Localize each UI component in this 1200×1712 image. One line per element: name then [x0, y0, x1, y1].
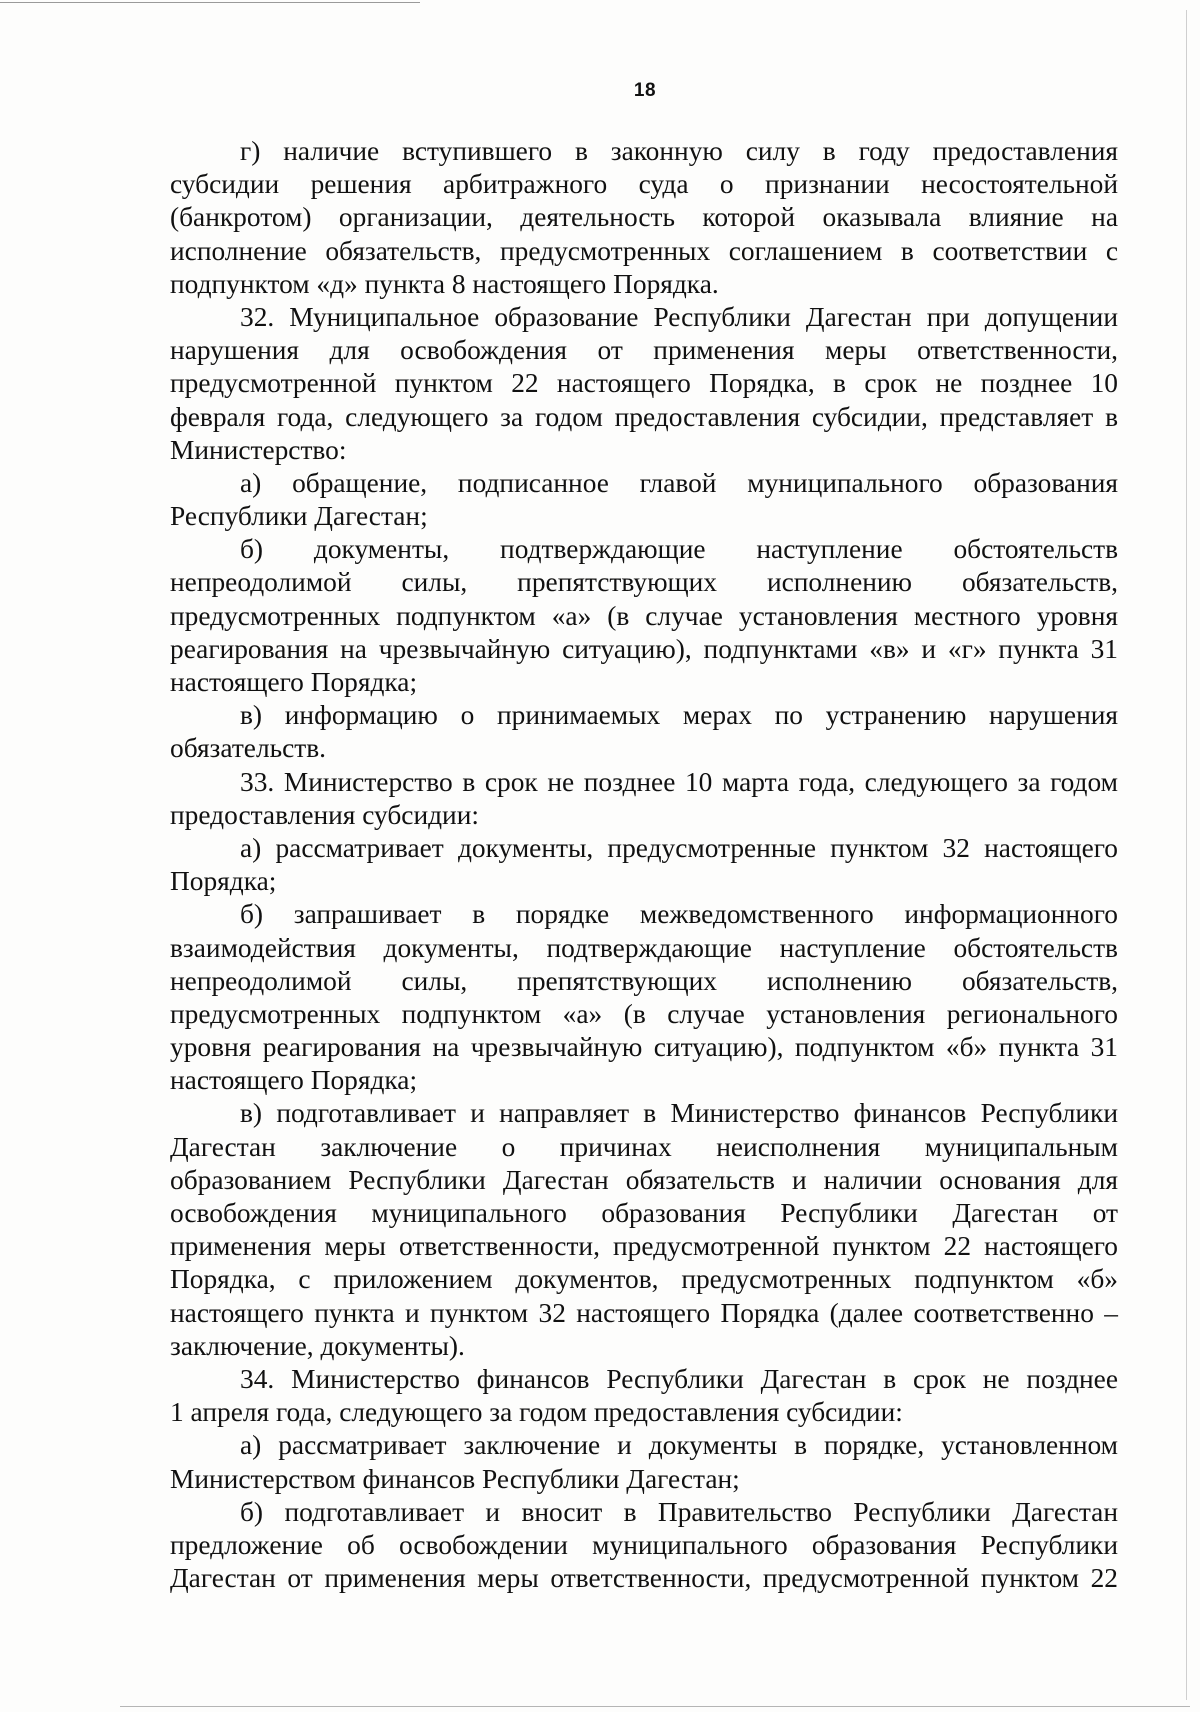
text-line: Министерством финансов Республики Дагестан;: [170, 1463, 740, 1494]
text-line: реагирования на чрезвычайную ситуацию), подпунктами «в» и «г» пункта 31: [170, 633, 1118, 664]
text-line: г) наличие вступившего в законную силу в году предоставления: [240, 136, 1118, 166]
document-body: [170, 135, 1118, 1595]
text-line: 32. Муниципальное образование Республики Дагестан при допущении: [240, 301, 1118, 332]
text-line: непреодолимой силы, препятствующих исполнению обязательств,: [170, 567, 1118, 598]
text-line: Министерство:: [170, 434, 347, 465]
text-line: б) запрашивает в порядке межведомственного информационного: [240, 899, 1118, 930]
text-line: заключение, документы).: [170, 1330, 465, 1361]
text-line: (банкротом) организации, деятельность которой оказывала влияние на: [170, 202, 1118, 233]
text-line: а) рассматривает заключение и документы в порядке, установленном: [240, 1430, 1118, 1461]
text-line: предложение об освобождении муниципального образования Республики: [170, 1529, 1118, 1560]
text-line: субсидии решения арбитражного суда о признании несостоятельной: [170, 169, 1118, 200]
text-line: предусмотренных подпунктом «а» (в случае установления местного уровня: [170, 600, 1118, 631]
scan-top-edge: [0, 2, 420, 3]
text-line: нарушения для освобождения от применения меры ответственности,: [170, 335, 1118, 366]
text-line: уровня реагирования на чрезвычайную ситуацию), подпунктом «б» пункта 31: [170, 1032, 1118, 1063]
text-line: Дагестан от применения меры ответственности, предусмотренной пунктом 22: [170, 1563, 1118, 1594]
text-line: 34. Министерство финансов Республики Дагестан в срок не позднее: [240, 1363, 1118, 1394]
text-line: б) документы, подтверждающие наступление обстоятельств: [240, 534, 1118, 565]
text-line: освобождения муниципального образования Республики Дагестан от: [170, 1198, 1118, 1228]
text-line: обязательств.: [170, 733, 327, 764]
text-line: февраля года, следующего за годом предоставления субсидии, представляет в: [170, 401, 1118, 432]
text-line: а) обращение, подписанное главой муниципального образования: [240, 467, 1118, 498]
text-line: Порядка;: [170, 866, 277, 897]
text-line: настоящего Порядка;: [170, 1065, 418, 1096]
scan-right-edge: [1186, 10, 1187, 1700]
text-line: Дагестан заключение о причинах неисполнения муниципальным: [170, 1131, 1118, 1162]
text-line: предоставления субсидии:: [170, 799, 479, 830]
text-line: настоящего пункта и пунктом 32 настоящего Порядка (далее соответственно –: [170, 1297, 1118, 1328]
text-line: в) информацию о принимаемых мерах по устранению нарушения: [240, 700, 1118, 731]
text-line: б) подготавливает и вносит в Правительство Республики Дагестан: [240, 1496, 1118, 1527]
text-line: Порядка, с приложением документов, предусмотренных подпунктом «б»: [170, 1264, 1118, 1295]
text-line: предусмотренной пунктом 22 настоящего Порядка, в срок не позднее 10: [170, 368, 1118, 399]
text-line: подпунктом «д» пункта 8 настоящего Порядка.: [170, 268, 719, 299]
text-line: взаимодействия документы, подтверждающие наступление обстоятельств: [170, 932, 1118, 963]
text-line: настоящего Порядка;: [170, 667, 418, 697]
text-line: 1 апреля года, следующего за годом предоставления субсидии:: [170, 1397, 903, 1428]
text-line: а) рассматривает документы, предусмотренные пунктом 32 настоящего: [240, 832, 1118, 863]
text-line: применения меры ответственности, предусмотренной пунктом 22 настоящего: [170, 1231, 1118, 1262]
text-line: непреодолимой силы, препятствующих исполнению обязательств,: [170, 965, 1118, 996]
text-line: Республики Дагестан;: [170, 501, 428, 532]
text-line: предусмотренных подпунктом «а» (в случае установления регионального: [170, 998, 1118, 1029]
text-line: исполнение обязательств, предусмотренных соглашением в соответствии с: [170, 235, 1118, 266]
scan-bottom-edge: [120, 1706, 1190, 1707]
text-line: 33. Министерство в срок не позднее 10 марта года, следующего за годом: [240, 766, 1118, 797]
text-line: в) подготавливает и направляет в Министерство финансов Республики: [240, 1098, 1118, 1129]
text-line: образованием Республики Дагестан обязательств и наличии основания для: [170, 1164, 1118, 1195]
page-number: 18: [633, 80, 657, 101]
